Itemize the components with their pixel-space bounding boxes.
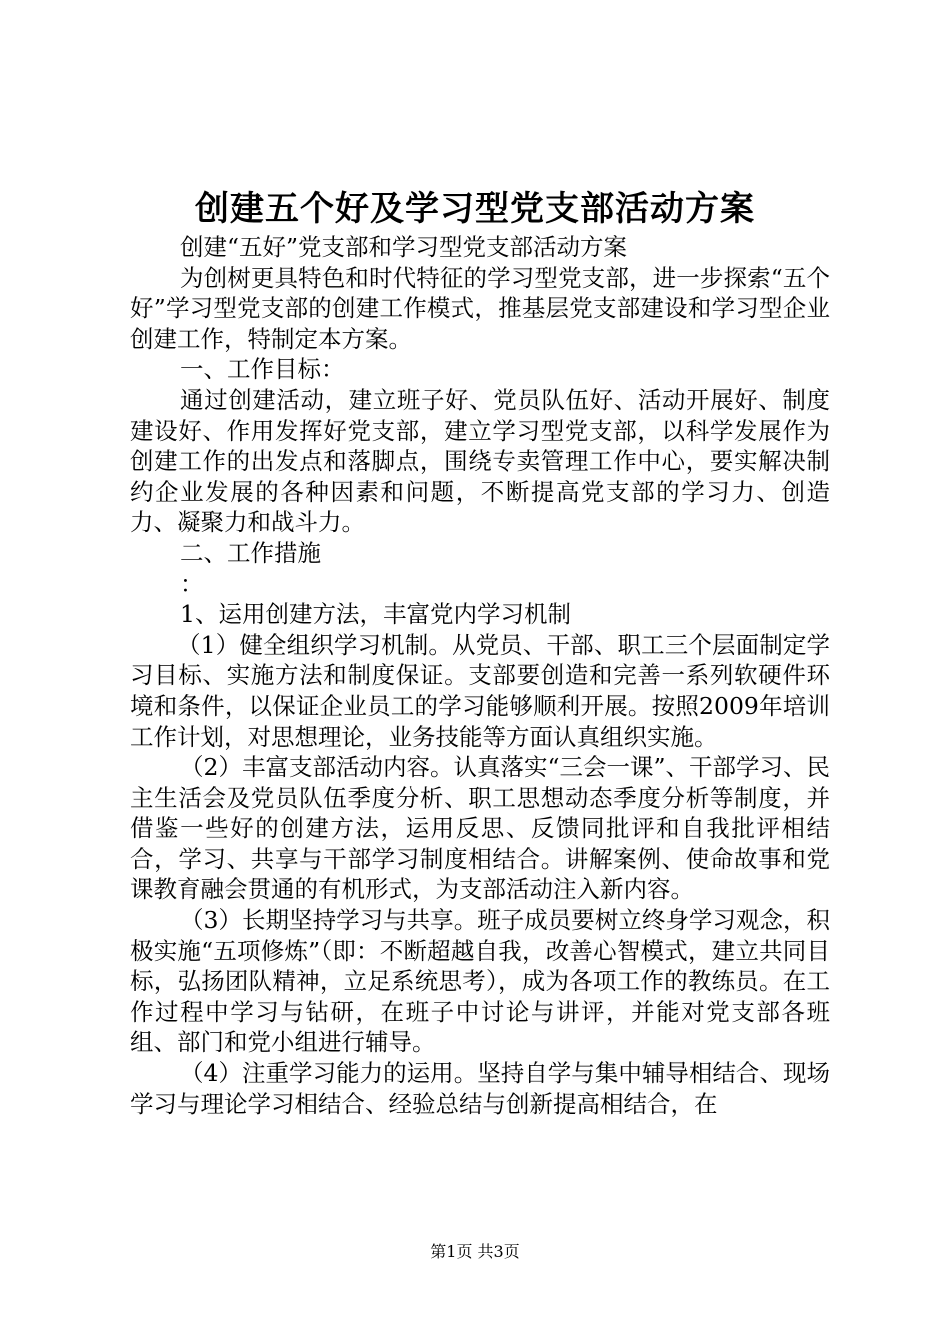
subsection-heading-1: 1、运用创建方法，丰富党内学习机制: [180, 600, 571, 629]
goals-paragraph: 通过创建活动，建立班子好、党员队伍好、活动开展好、制度建设好、作用发挥好党支部，建立学习型党支部，以科学发展作为创建工作的出发点和落脚点，围绕专卖管理工作中心，要实解决制约企业发展的各种因素和问题，不断提高党支部的学习力、创造力、凝聚力和战斗力。: [130, 385, 830, 537]
document-title: 创建五个好及学习型党支部活动方案: [195, 189, 755, 229]
measures-colon: ：: [180, 569, 204, 598]
document-body: [130, 232, 830, 1119]
item-paragraph-2: （2）丰富支部活动内容。认真落实“三会一课”、干部学习、民主生活会及党员队伍季度分析、职工思想动态季度分析等制度，并借鉴一些好的创建方法，运用反思、反馈同批评和自我批评相结合，学习、共享与干部学习制度相结合。讲解案例、使命故事和党课教育融会贯通的有机形式，为支部活动注入新内容。: [130, 753, 830, 904]
section-heading-goals: 一、工作目标：: [180, 355, 345, 384]
intro-paragraph: 为创树更具特色和时代特征的学习型党支部，进一步探索“五个好”学习型党支部的创建工作模式，推基层党支部建设和学习型企业创建工作，特制定本方案。: [130, 263, 830, 353]
item-paragraph-4: （4）注重学习能力的运用。坚持自学与集中辅导相结合、现场学习与理论学习相结合、经验总结与创新提高相结合，在: [130, 1059, 830, 1118]
item-paragraph-3: （3）长期坚持学习与共享。班子成员要树立终身学习观念，积极实施“五项修炼”（即：不断超越自我，改善心智模式，建立共同目标，弘扬团队精神，立足系统思考），成为各项工作的教练员。在工作过程中学习与钻研，在班子中讨论与讲评，并能对党支部各班组、部门和党小组进行辅导。: [130, 906, 830, 1057]
section-heading-measures: 二、工作措施: [180, 538, 321, 567]
page-footer: 第1页 共3页: [430, 1242, 520, 1261]
item-paragraph-1: （1）健全组织学习机制。从党员、干部、职工三个层面制定学习目标、实施方法和制度保证。支部要创造和完善一系列软硬件环境和条件，以保证企业员工的学习能够顺利开展。按照2009年培训工作计划，对思想理论，业务技能等方面认真组织实施。: [130, 630, 830, 751]
subtitle-paragraph: 创建“五好”党支部和学习型党支部活动方案: [180, 233, 628, 261]
